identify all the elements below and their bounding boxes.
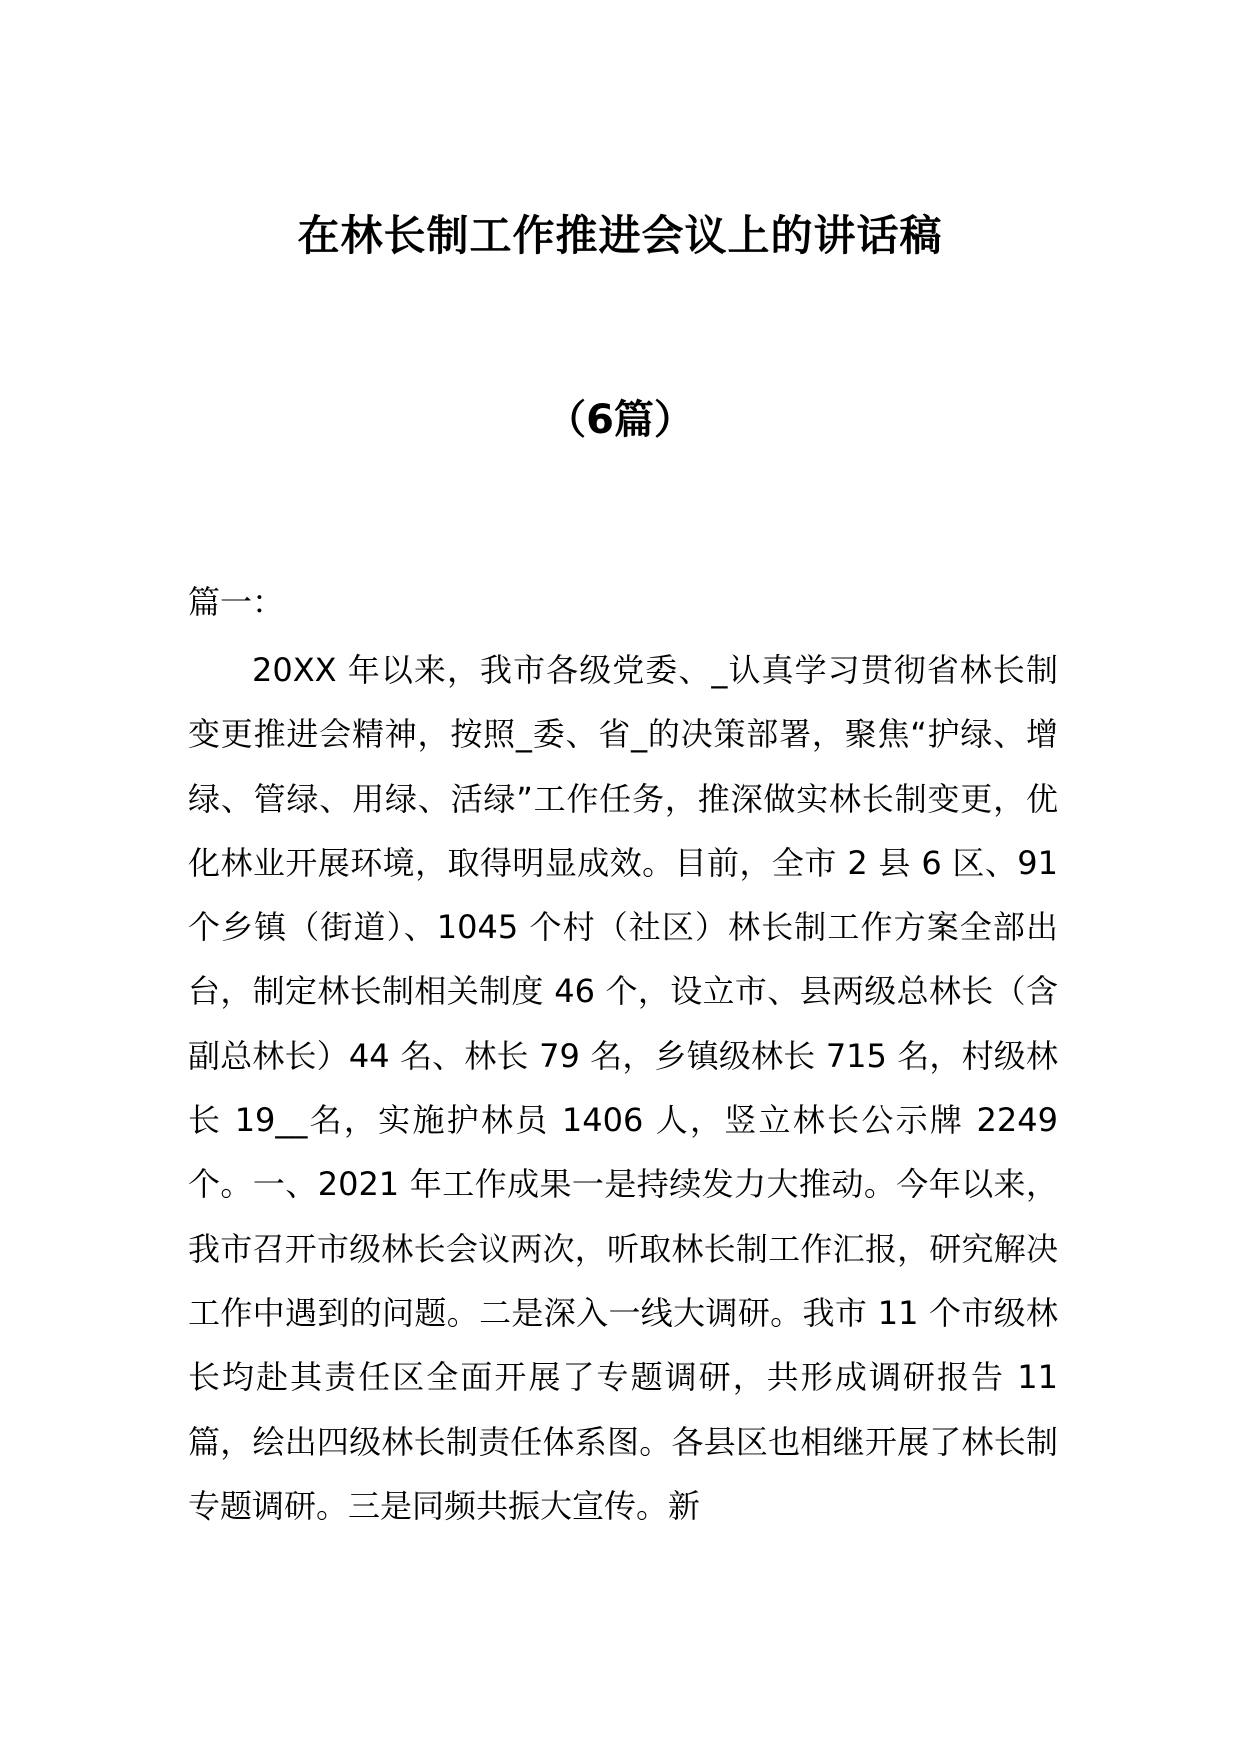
- document-subtitle: （6篇）: [546, 397, 694, 443]
- body-paragraph: 20XX 年以来，我市各级党委、_认真学习贯彻省林长制变更推进会精神，按照_委、省_的决策部署，聚焦“护绿、增绿、管绿、用绿、活绿”工作任务，推深做实林长制变更，优化林业开展环境，取得明显成效。目前，全市 2 县 6 区、91 个乡镇（街道）、1045 个村（社区）林长制工作方案全部出台，制定林长制相关制度 46 个，设立市、县两级总林长（含副总林长）44 名、林长 79 名，乡镇级林长 715 名，村级林长 19__名，实施护林员 1406 人，竖立林长公示牌 2249 个。一、2021 年工作成果一是持续发力大推动。今年以来，我市召开市级林长会议两次，听取林长制工作汇报，研究解决工作中遇到的问题。二是深入一线大调研。我市 11 个市级林长均赴其责任区全面开展了专题调研，共形成调研报告 11 篇，绘出四级林长制责任体系图。各县区也相继开展了林长制专题调研。三是同频共振大宣传。新: [188, 651, 1058, 1525]
- document-title: 在林长制工作推进会议上的讲话稿: [297, 211, 943, 260]
- section-label: 篇一：: [188, 583, 285, 621]
